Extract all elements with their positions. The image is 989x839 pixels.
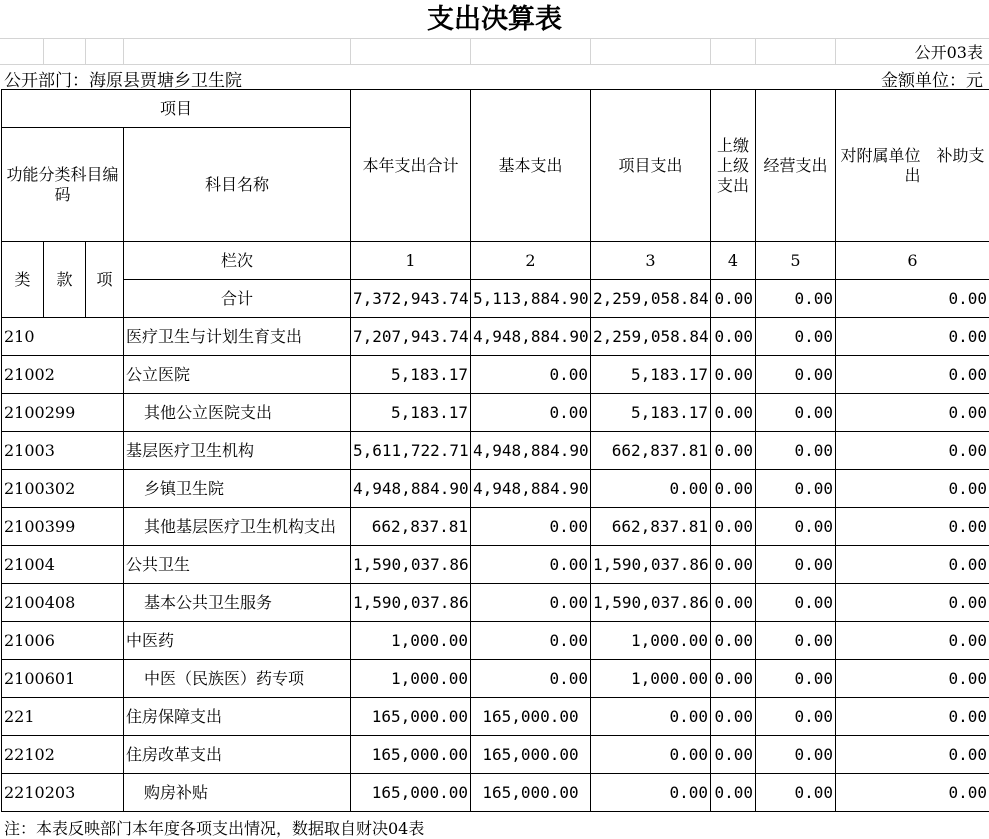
row-project: 0.00 [591,698,711,736]
row-basic: 165,000.00 [471,698,591,736]
row-project: 0.00 [591,774,711,812]
row-project: 662,837.81 [591,432,711,470]
header-subject-name: 科目名称 [124,128,351,242]
table-row [2,698,989,736]
row-business: 0.00 [756,622,836,660]
row-subsidy: 0.00 [836,470,989,508]
row-total: 662,837.81 [351,508,471,546]
row-business: 0.00 [756,584,836,622]
row-total: 1,590,037.86 [351,584,471,622]
row-code: 2100302 [2,470,124,508]
row-basic: 0.00 [471,584,591,622]
row-code: 210 [2,318,124,356]
row-subject-name: 乡镇卫生院 [124,470,351,508]
row-total: 1,000.00 [351,660,471,698]
row-project: 0.00 [591,470,711,508]
row-basic: 165,000.00 [471,736,591,774]
row-basic: 0.00 [471,660,591,698]
row-project: 1,000.00 [591,622,711,660]
row-subsidy: 0.00 [836,698,989,736]
header-basic: 基本支出 [471,90,591,242]
row-subject-name: 基本公共卫生服务 [124,584,351,622]
row-total: 4,948,884.90 [351,470,471,508]
row-total: 5,183.17 [351,394,471,432]
department-label: 公开部门：海原县贾塘乡卫生院 [4,71,242,91]
total-upper: 0.00 [711,280,756,318]
row-subject-name: 中医（民族医）药专项 [124,660,351,698]
col-number-1: 1 [351,242,471,280]
row-subject-name: 购房补贴 [124,774,351,812]
row-code: 2100408 [2,584,124,622]
row-subsidy: 0.00 [836,774,989,812]
row-business: 0.00 [756,660,836,698]
row-project: 5,183.17 [591,394,711,432]
row-subject-name: 住房保障支出 [124,698,351,736]
row-upper: 0.00 [711,356,756,394]
row-subject-name: 其他公立医院支出 [124,394,351,432]
row-subsidy: 0.00 [836,660,989,698]
table-row [2,622,989,660]
row-subsidy: 0.00 [836,432,989,470]
row-total: 5,183.17 [351,356,471,394]
row-subsidy: 0.00 [836,356,989,394]
col-number-2: 2 [471,242,591,280]
row-business: 0.00 [756,318,836,356]
row-business: 0.00 [756,394,836,432]
row-code: 22102 [2,736,124,774]
table-number: 公开03表 [914,43,983,62]
row-code: 2210203 [2,774,124,812]
row-project: 0.00 [591,736,711,774]
row-subject-name: 基层医疗卫生机构 [124,432,351,470]
row-basic: 4,948,884.90 [471,318,591,356]
row-business: 0.00 [756,470,836,508]
row-code: 21006 [2,622,124,660]
row-upper: 0.00 [711,470,756,508]
total-label: 合计 [124,280,351,318]
row-subsidy: 0.00 [836,622,989,660]
col-number-4: 4 [711,242,756,280]
row-business: 0.00 [756,508,836,546]
row-subsidy: 0.00 [836,508,989,546]
row-basic: 165,000.00 [471,774,591,812]
row-code: 221 [2,698,124,736]
row-code: 21003 [2,432,124,470]
table-row [2,546,989,584]
row-subsidy: 0.00 [836,394,989,432]
row-subject-name: 公立医院 [124,356,351,394]
total-basic: 5,113,884.90 [471,280,591,318]
row-project: 662,837.81 [591,508,711,546]
row-code: 21002 [2,356,124,394]
row-total: 1,590,037.86 [351,546,471,584]
col-number-6: 6 [836,242,989,280]
row-upper: 0.00 [711,546,756,584]
table-row [2,584,989,622]
row-subsidy: 0.00 [836,736,989,774]
total-business: 0.00 [756,280,836,318]
row-code: 21004 [2,546,124,584]
row-upper: 0.00 [711,584,756,622]
row-project: 5,183.17 [591,356,711,394]
row-upper: 0.00 [711,774,756,812]
row-business: 0.00 [756,356,836,394]
row-project: 1,590,037.86 [591,546,711,584]
row-subject-name: 中医药 [124,622,351,660]
table-row [2,774,989,812]
header-project-exp: 项目支出 [591,90,711,242]
total-row [2,280,989,318]
row-project: 2,259,058.84 [591,318,711,356]
footnote: 注：本表反映部门本年度各项支出情况，数据取自财决04表 [4,819,425,838]
col-number-3: 3 [591,242,711,280]
row-code: 2100299 [2,394,124,432]
table-row [2,736,989,774]
row-total: 5,611,722.71 [351,432,471,470]
row-code: 2100399 [2,508,124,546]
row-basic: 0.00 [471,356,591,394]
header-func-code: 功能分类科目编码 [2,128,124,242]
row-upper: 0.00 [711,698,756,736]
row-project: 1,590,037.86 [591,584,711,622]
row-total: 1,000.00 [351,622,471,660]
header-upper: 上缴上级支出 [711,90,756,242]
row-basic: 0.00 [471,546,591,584]
row-subsidy: 0.00 [836,584,989,622]
total-project: 2,259,058.84 [591,280,711,318]
row-business: 0.00 [756,736,836,774]
table-row [2,432,989,470]
grid-line [0,64,989,65]
table-row [2,356,989,394]
header-lei: 类 [2,242,44,318]
row-total: 165,000.00 [351,698,471,736]
header-kuan: 款 [44,242,86,318]
row-subject-name: 公共卫生 [124,546,351,584]
row-business: 0.00 [756,698,836,736]
header-total: 本年支出合计 [351,90,471,242]
header-subsidy: 对附属单位 补助支出 [836,90,989,242]
row-total: 165,000.00 [351,736,471,774]
report-title: 支出决算表 [427,4,562,35]
table-row [2,470,989,508]
row-upper: 0.00 [711,660,756,698]
row-basic: 4,948,884.90 [471,432,591,470]
row-upper: 0.00 [711,318,756,356]
row-basic: 0.00 [471,622,591,660]
row-upper: 0.00 [711,508,756,546]
row-subject-name: 其他基层医疗卫生机构支出 [124,508,351,546]
row-upper: 0.00 [711,432,756,470]
row-subject-name: 医疗卫生与计划生育支出 [124,318,351,356]
row-business: 0.00 [756,774,836,812]
grid-line [0,38,989,39]
row-total: 165,000.00 [351,774,471,812]
total-total: 7,372,943.74 [351,280,471,318]
header-business: 经营支出 [756,90,836,242]
expenditure-table [1,89,989,812]
blank-grid-row [0,38,989,64]
row-project: 1,000.00 [591,660,711,698]
table-row [2,508,989,546]
row-subject-name: 住房改革支出 [124,736,351,774]
row-basic: 0.00 [471,394,591,432]
row-subsidy: 0.00 [836,318,989,356]
header-xiang: 项 [86,242,124,318]
row-total: 7,207,943.74 [351,318,471,356]
row-basic: 0.00 [471,508,591,546]
table-row [2,394,989,432]
row-business: 0.00 [756,546,836,584]
row-upper: 0.00 [711,736,756,774]
header-lanci: 栏次 [124,242,351,280]
col-number-5: 5 [756,242,836,280]
row-upper: 0.00 [711,394,756,432]
row-code: 2100601 [2,660,124,698]
unit-label: 金额单位：元 [881,71,983,91]
header-project: 项目 [2,90,351,128]
row-subsidy: 0.00 [836,546,989,584]
table-row [2,660,989,698]
total-subsidy: 0.00 [836,280,989,318]
row-business: 0.00 [756,432,836,470]
row-basic: 4,948,884.90 [471,470,591,508]
row-upper: 0.00 [711,622,756,660]
table-row [2,318,989,356]
